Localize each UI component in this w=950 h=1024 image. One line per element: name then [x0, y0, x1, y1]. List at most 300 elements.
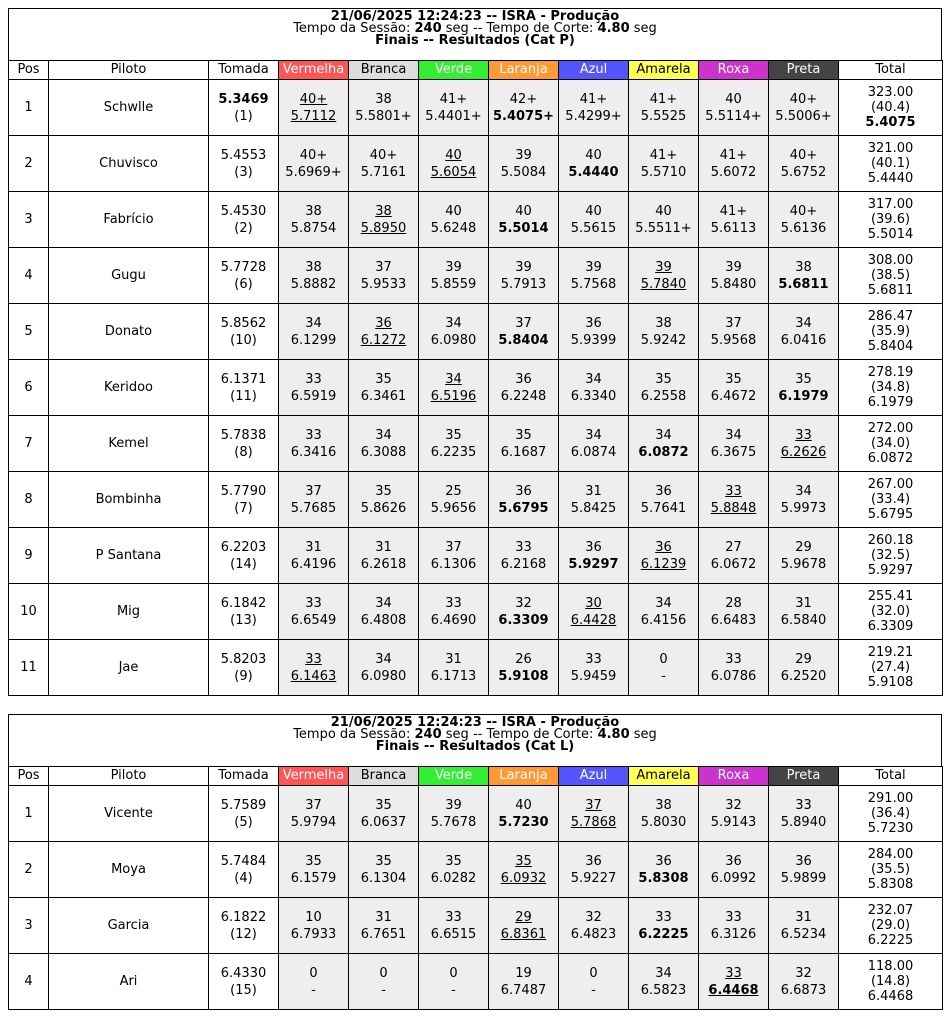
column-header-pos: Pos	[9, 767, 49, 786]
heat-cell-azul	[559, 304, 629, 360]
heat-best-lap: 5.8559	[430, 276, 477, 292]
heat-best-lap: 6.6515	[430, 926, 477, 942]
heat-cell-roxa	[699, 640, 769, 696]
heat-cell-vermelha	[279, 584, 349, 640]
total-average: (40.1)	[870, 156, 911, 171]
pilot-name: P Santana	[49, 528, 209, 584]
heat-best-lap: 6.2248	[500, 388, 547, 404]
pilot-name: Donato	[49, 304, 209, 360]
heat-cell-verde	[419, 640, 489, 696]
heat-cell-azul	[559, 136, 629, 192]
pilot-name: Kemel	[49, 416, 209, 472]
pilot-name: Garcia	[49, 898, 209, 954]
heat-laps: 41+	[719, 203, 748, 219]
qualifying-cell	[209, 304, 279, 360]
heat-laps: 36	[585, 315, 602, 331]
heat-best-lap: 5.6752	[780, 164, 827, 180]
heat-cell-verde	[419, 786, 489, 842]
heat-laps: 31	[305, 539, 322, 555]
pilot-name: Fabrício	[49, 192, 209, 248]
heat-best-lap: 6.3126	[710, 926, 757, 942]
heat-laps: 37	[585, 797, 602, 813]
header-row	[9, 767, 943, 786]
qualifying-rank: (14)	[230, 556, 257, 572]
heat-best-lap: 5.8308	[638, 870, 689, 886]
total-cell	[839, 640, 943, 696]
heat-laps: 29	[795, 651, 812, 667]
table-row	[9, 528, 943, 584]
heat-cell-branca	[349, 786, 419, 842]
heat-laps: 37	[445, 539, 462, 555]
column-header-total: Total	[839, 61, 943, 80]
pilot-name: Bombinha	[49, 472, 209, 528]
total-cell	[839, 248, 943, 304]
total-average: (39.6)	[870, 212, 911, 227]
total-cell	[839, 898, 943, 954]
heat-cell-verde	[419, 360, 489, 416]
heat-best-lap: 6.7933	[290, 926, 337, 942]
heat-laps: 39	[655, 259, 672, 275]
heat-laps: 33	[515, 539, 532, 555]
heat-cell-roxa	[699, 898, 769, 954]
heat-cell-vermelha	[279, 640, 349, 696]
heat-laps: 25	[445, 483, 462, 499]
heat-laps: 36	[585, 853, 602, 869]
total-average: (14.8)	[870, 974, 911, 989]
column-header-piloto: Piloto	[49, 61, 209, 80]
heat-laps: 40+	[789, 203, 818, 219]
pilot-name: Vicente	[49, 786, 209, 842]
heat-laps: 36	[655, 853, 672, 869]
qualifying-cell	[209, 954, 279, 1010]
heat-cell-azul	[559, 192, 629, 248]
column-header-vermelha: Vermelha	[279, 61, 349, 80]
position-cell: 7	[9, 416, 49, 472]
total-points: 267.00	[867, 477, 914, 492]
qualifying-rank: (2)	[234, 220, 253, 236]
heat-best-lap: 6.0874	[570, 444, 617, 460]
column-header-azul: Azul	[559, 767, 629, 786]
total-points: 308.00	[867, 253, 914, 268]
heat-cell-roxa	[699, 842, 769, 898]
heat-laps: 35	[375, 797, 392, 813]
table-row	[9, 304, 943, 360]
heat-cell-verde	[419, 528, 489, 584]
session-time-value: 240	[414, 727, 442, 742]
heat-laps: 38	[655, 797, 672, 813]
heat-laps: 0	[379, 965, 388, 981]
total-points: 272.00	[867, 421, 914, 436]
heat-laps: 33	[795, 797, 812, 813]
heat-laps: 35	[515, 427, 532, 443]
heat-laps: 29	[795, 539, 812, 555]
heat-best-lap: 6.6873	[780, 982, 827, 998]
session-time-value: 240	[414, 21, 442, 36]
qualifying-time: 5.4553	[220, 147, 267, 163]
qualifying-time: 5.7838	[220, 427, 267, 443]
heat-best-lap: 6.3416	[290, 444, 337, 460]
column-header-total: Total	[839, 767, 943, 786]
heat-laps: 40	[725, 91, 742, 107]
heat-laps: 40	[515, 203, 532, 219]
qualifying-cell	[209, 898, 279, 954]
pilot-name: Schwlle	[49, 80, 209, 136]
results-title: 21/06/2025 12:24:23 -- ISRA - Produção	[330, 9, 620, 24]
heat-cell-vermelha	[279, 472, 349, 528]
heat-cell-verde	[419, 898, 489, 954]
qualifying-time: 5.7484	[220, 853, 267, 869]
heat-best-lap: 5.9143	[710, 814, 757, 830]
qualifying-cell	[209, 640, 279, 696]
heat-laps: 33	[305, 427, 322, 443]
heat-cell-roxa	[699, 472, 769, 528]
heat-cell-branca	[349, 954, 419, 1010]
heat-cell-verde	[419, 248, 489, 304]
heat-laps: 33	[655, 909, 672, 925]
heat-best-lap: 5.8425	[570, 500, 617, 516]
heat-laps: 40+	[789, 91, 818, 107]
total-average: (33.4)	[870, 492, 911, 507]
total-points: 118.00	[867, 959, 914, 974]
column-header-amarela: Amarela	[629, 767, 699, 786]
column-header-tomada: Tomada	[209, 61, 279, 80]
heat-cell-vermelha	[279, 416, 349, 472]
column-header-branca: Branca	[349, 61, 419, 80]
heat-best-lap: 5.9794	[290, 814, 337, 830]
total-cell	[839, 80, 943, 136]
heat-laps: 34	[375, 651, 392, 667]
heat-cell-vermelha	[279, 898, 349, 954]
heat-best-lap: 6.4156	[640, 612, 687, 628]
total-average: (36.4)	[870, 806, 911, 821]
heat-laps: 34	[655, 595, 672, 611]
heat-best-lap: 6.0637	[360, 814, 407, 830]
heat-best-lap: -	[381, 982, 386, 998]
heat-laps: 40	[585, 147, 602, 163]
total-points: 323.00	[867, 85, 914, 100]
heat-cell-branca	[349, 842, 419, 898]
heat-best-lap: -	[311, 982, 316, 998]
heat-laps: 35	[445, 853, 462, 869]
heat-laps: 31	[445, 651, 462, 667]
total-points: 284.00	[867, 847, 914, 862]
total-best-lap: 5.8308	[867, 877, 914, 892]
total-best-lap: 5.8404	[867, 339, 914, 354]
total-cell	[839, 304, 943, 360]
heat-cell-laranja	[489, 842, 559, 898]
position-cell: 2	[9, 136, 49, 192]
heat-cell-azul	[559, 954, 629, 1010]
heat-cell-preta	[769, 584, 839, 640]
column-header-preta: Preta	[769, 61, 839, 80]
heat-laps: 33	[725, 909, 742, 925]
pilot-name: Mig	[49, 584, 209, 640]
heat-laps: 34	[305, 315, 322, 331]
heat-cell-roxa	[699, 416, 769, 472]
heat-cell-amarela	[629, 360, 699, 416]
qualifying-rank: (1)	[234, 108, 253, 124]
total-points: 291.00	[867, 791, 914, 806]
heat-cell-amarela	[629, 192, 699, 248]
heat-laps: 40	[585, 203, 602, 219]
heat-best-lap: 5.8480	[710, 276, 757, 292]
heat-best-lap: 5.7112	[290, 108, 337, 124]
heat-cell-amarela	[629, 842, 699, 898]
total-points: 278.19	[867, 365, 914, 380]
heat-laps: 38	[375, 203, 392, 219]
heat-cell-amarela	[629, 80, 699, 136]
heat-laps: 34	[445, 371, 462, 387]
results-title: 21/06/2025 12:24:23 -- ISRA - Produção	[330, 715, 620, 730]
heat-cell-roxa	[699, 136, 769, 192]
heat-laps: 34	[795, 483, 812, 499]
qualifying-time: 6.1822	[220, 909, 267, 925]
position-cell: 4	[9, 954, 49, 1010]
heat-laps: 34	[375, 595, 392, 611]
heat-cell-preta	[769, 528, 839, 584]
heat-best-lap: 6.2225	[638, 926, 689, 942]
qualifying-time: 5.8562	[220, 315, 267, 331]
qualifying-cell	[209, 472, 279, 528]
heat-laps: 41+	[719, 147, 748, 163]
column-header-vermelha: Vermelha	[279, 767, 349, 786]
heat-laps: 36	[515, 371, 532, 387]
heat-cell-preta	[769, 472, 839, 528]
heat-laps: 29	[515, 909, 532, 925]
total-cell	[839, 786, 943, 842]
heat-cell-azul	[559, 898, 629, 954]
heat-laps: 37	[375, 259, 392, 275]
qualifying-time: 6.4330	[220, 965, 267, 981]
total-best-lap: 6.0872	[867, 451, 914, 466]
heat-laps: 42+	[509, 91, 538, 107]
total-best-lap: 6.1979	[867, 395, 914, 410]
position-cell: 1	[9, 80, 49, 136]
total-points: 260.18	[867, 533, 914, 548]
results-section-cat-l	[8, 714, 942, 1010]
heat-best-lap: 6.1687	[500, 444, 547, 460]
heat-cell-amarela	[629, 136, 699, 192]
heat-laps: 39	[445, 797, 462, 813]
qualifying-time: 5.7790	[220, 483, 267, 499]
pilot-name: Gugu	[49, 248, 209, 304]
heat-laps: 36	[655, 539, 672, 555]
heat-cell-branca	[349, 80, 419, 136]
heat-best-lap: 5.9899	[780, 870, 827, 886]
heat-best-lap: 6.0992	[710, 870, 757, 886]
heat-laps: 33	[305, 651, 322, 667]
results-header	[8, 714, 942, 766]
heat-laps: 33	[725, 651, 742, 667]
heat-cell-preta	[769, 80, 839, 136]
heat-laps: 35	[375, 483, 392, 499]
qualifying-time: 6.2203	[220, 539, 267, 555]
heat-laps: 34	[795, 315, 812, 331]
heat-laps: 40+	[789, 147, 818, 163]
total-cell	[839, 584, 943, 640]
heat-cell-branca	[349, 528, 419, 584]
total-points: 317.00	[867, 197, 914, 212]
heat-best-lap: 6.4468	[708, 982, 759, 998]
heat-laps: 27	[725, 539, 742, 555]
heat-laps: 32	[515, 595, 532, 611]
heat-best-lap: 5.5525	[640, 108, 687, 124]
session-info: Tempo da Sessão: 240 seg -- Tempo de Corte: 4.80 seg	[293, 727, 657, 742]
results-section-cat-p	[8, 8, 942, 696]
heat-best-lap: 6.0672	[710, 556, 757, 572]
heat-cell-vermelha	[279, 304, 349, 360]
heat-cell-branca	[349, 640, 419, 696]
heat-laps: 36	[375, 315, 392, 331]
heat-best-lap: 5.4401+	[425, 108, 482, 124]
heat-best-lap: 6.5919	[290, 388, 337, 404]
position-cell: 5	[9, 304, 49, 360]
column-header-amarela: Amarela	[629, 61, 699, 80]
heat-best-lap: 5.9656	[430, 500, 477, 516]
heat-best-lap: 5.6248	[430, 220, 477, 236]
heat-cell-preta	[769, 640, 839, 696]
heat-best-lap: 5.9399	[570, 332, 617, 348]
results-table	[8, 766, 943, 1010]
qualifying-rank: (6)	[234, 276, 253, 292]
heat-best-lap: 6.5840	[780, 612, 827, 628]
heat-best-lap: 6.1579	[290, 870, 337, 886]
column-header-preta: Preta	[769, 767, 839, 786]
heat-best-lap: 5.8940	[780, 814, 827, 830]
heat-best-lap: 5.7568	[570, 276, 617, 292]
total-cell	[839, 528, 943, 584]
qualifying-time: 5.7728	[220, 259, 267, 275]
heat-best-lap: 6.2235	[430, 444, 477, 460]
heat-cell-branca	[349, 416, 419, 472]
table-row	[9, 248, 943, 304]
total-average: (34.0)	[870, 436, 911, 451]
heat-best-lap: 5.5014	[498, 220, 549, 236]
heat-best-lap: 5.5084	[500, 164, 547, 180]
heat-cell-vermelha	[279, 786, 349, 842]
table-row	[9, 898, 943, 954]
heat-best-lap: 6.2626	[780, 444, 827, 460]
heat-best-lap: 6.0980	[360, 668, 407, 684]
pilot-name: Keridoo	[49, 360, 209, 416]
table-row	[9, 584, 943, 640]
total-best-lap: 6.4468	[867, 989, 914, 1004]
heat-cell-verde	[419, 192, 489, 248]
total-average: (34.8)	[870, 380, 911, 395]
heat-best-lap: 6.1239	[640, 556, 687, 572]
heat-cell-roxa	[699, 528, 769, 584]
heat-laps: 36	[725, 853, 742, 869]
heat-best-lap: 6.5234	[780, 926, 827, 942]
position-cell: 4	[9, 248, 49, 304]
qualifying-rank: (8)	[234, 444, 253, 460]
heat-cell-laranja	[489, 640, 559, 696]
heat-laps: 33	[305, 595, 322, 611]
total-average: (27.4)	[870, 660, 911, 675]
pilot-name: Chuvisco	[49, 136, 209, 192]
pilot-name: Moya	[49, 842, 209, 898]
heat-cell-roxa	[699, 248, 769, 304]
heat-best-lap: 6.0416	[780, 332, 827, 348]
qualifying-cell	[209, 584, 279, 640]
column-header-laranja: Laranja	[489, 61, 559, 80]
table-row	[9, 416, 943, 472]
heat-laps: 36	[515, 483, 532, 499]
qualifying-time: 5.3469	[218, 91, 269, 107]
position-cell: 3	[9, 898, 49, 954]
heat-best-lap: 6.3088	[360, 444, 407, 460]
heat-cell-laranja	[489, 898, 559, 954]
heat-best-lap: 5.5801+	[355, 108, 412, 124]
total-cell	[839, 842, 943, 898]
total-cell	[839, 192, 943, 248]
column-header-roxa: Roxa	[699, 61, 769, 80]
heat-cell-branca	[349, 898, 419, 954]
heat-best-lap: 6.4690	[430, 612, 477, 628]
heat-laps: 33	[795, 427, 812, 443]
results-subtitle: Finais -- Resultados (Cat L)	[375, 739, 575, 754]
heat-laps: 33	[725, 965, 742, 981]
heat-best-lap: 5.9568	[710, 332, 757, 348]
column-header-laranja: Laranja	[489, 767, 559, 786]
total-points: 255.41	[867, 589, 914, 604]
total-average: (32.5)	[870, 548, 911, 563]
heat-best-lap: 6.1463	[290, 668, 337, 684]
heat-laps: 36	[795, 853, 812, 869]
total-points: 286.47	[867, 309, 914, 324]
heat-laps: 39	[445, 259, 462, 275]
heat-laps: 37	[305, 797, 322, 813]
heat-cell-amarela	[629, 954, 699, 1010]
qualifying-time: 6.1842	[220, 595, 267, 611]
heat-cell-azul	[559, 360, 629, 416]
qualifying-cell	[209, 786, 279, 842]
heat-best-lap: 6.1299	[290, 332, 337, 348]
heat-laps: 19	[515, 965, 532, 981]
heat-laps: 38	[305, 203, 322, 219]
heat-laps: 41+	[649, 91, 678, 107]
results-header	[8, 8, 942, 60]
heat-best-lap: 5.8754	[290, 220, 337, 236]
heat-laps: 40	[655, 203, 672, 219]
heat-best-lap: 5.4075+	[492, 108, 555, 124]
heat-cell-azul	[559, 640, 629, 696]
heat-cell-laranja	[489, 80, 559, 136]
heat-cell-vermelha	[279, 136, 349, 192]
heat-cell-amarela	[629, 416, 699, 472]
heat-best-lap: 5.6969+	[285, 164, 342, 180]
heat-cell-branca	[349, 304, 419, 360]
position-cell: 10	[9, 584, 49, 640]
heat-best-lap: 6.1272	[360, 332, 407, 348]
heat-best-lap: 6.1304	[360, 870, 407, 886]
heat-cell-roxa	[699, 304, 769, 360]
heat-best-lap: 5.5511+	[635, 220, 692, 236]
heat-laps: 31	[795, 595, 812, 611]
heat-laps: 34	[585, 371, 602, 387]
heat-best-lap: 6.4428	[570, 612, 617, 628]
heat-best-lap: 5.7913	[500, 276, 547, 292]
heat-laps: 33	[305, 371, 322, 387]
heat-best-lap: 5.9533	[360, 276, 407, 292]
total-cell	[839, 472, 943, 528]
heat-best-lap: 5.9108	[498, 668, 549, 684]
heat-best-lap: 6.0786	[710, 668, 757, 684]
heat-cell-verde	[419, 472, 489, 528]
heat-best-lap: 6.7487	[500, 982, 547, 998]
heat-laps: 0	[449, 965, 458, 981]
total-best-lap: 5.9108	[867, 675, 914, 690]
